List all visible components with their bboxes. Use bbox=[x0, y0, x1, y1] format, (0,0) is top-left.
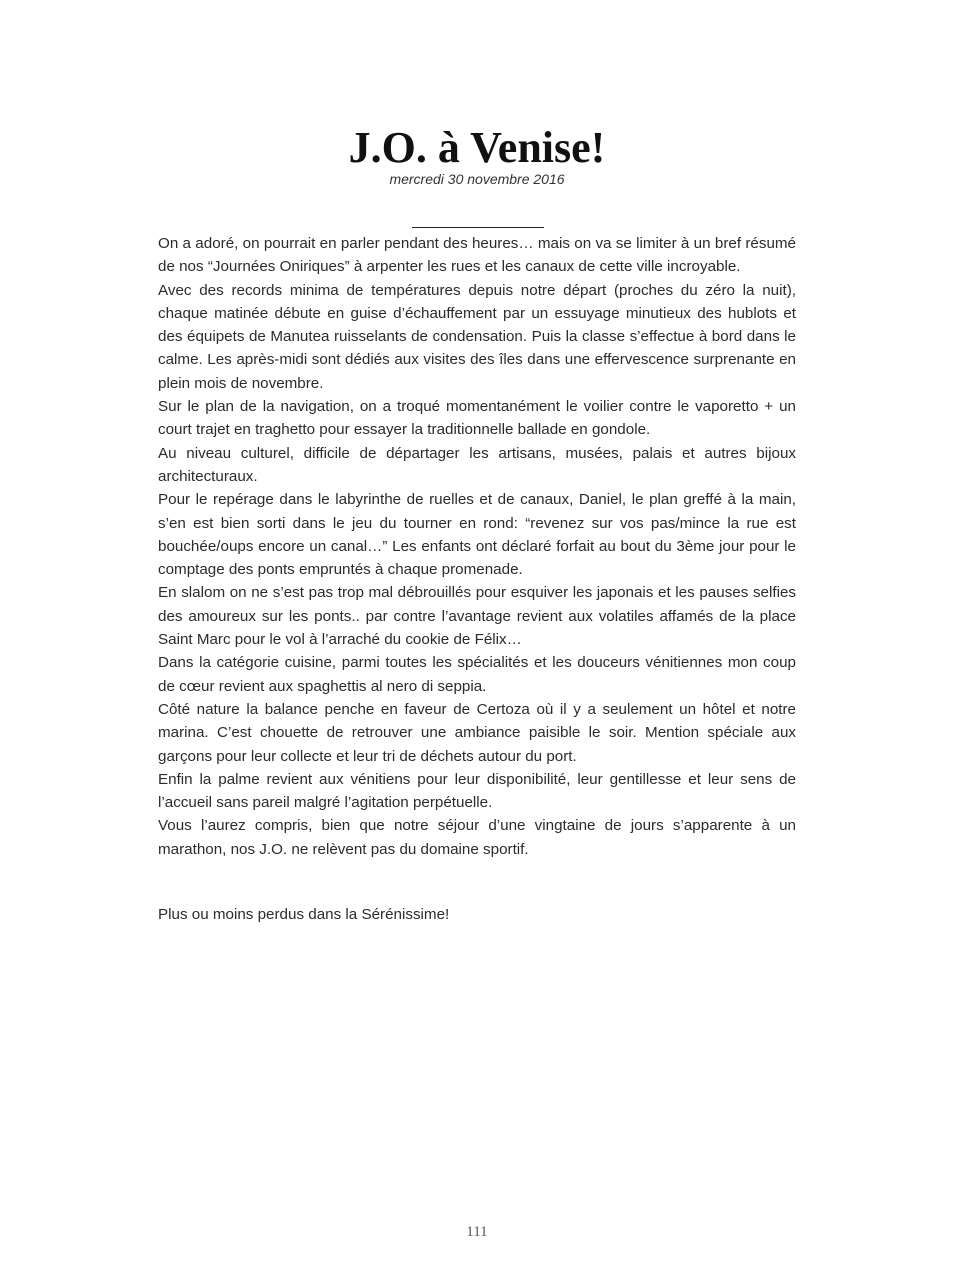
closing-line: Plus ou moins perdus dans la Sérénissime! bbox=[158, 906, 450, 923]
paragraph: Avec des records minima de températures depuis notre départ (proches du zéro la nuit), chaque matinée débute en guise d’échauffement par un essuyage minutieux des hublots et des équipets de Manutea ruisselants de condensation. Puis la classe s’effectue à bord dans le calme. Les après-midi sont dédiés aux visites des îles dans une effervescence surprenante en plein mois de novembre. bbox=[158, 281, 796, 392]
paragraph: Pour le repérage dans le labyrinthe de ruelles et de canaux, Daniel, le plan greffé à la main, s’en est bien sorti dans le jeu du tourner en rond: “revenez sur vos pas/mince la rue est bouchée/oups encore un canal…” Les enfants ont déclaré forfait au bout du 3ème jour pour le comptage des ponts empruntés à chaque promenade. bbox=[158, 491, 796, 579]
article-date: mercredi 30 novembre 2016 bbox=[389, 171, 565, 187]
paragraph: Au niveau culturel, difficile de départager les artisans, musées, palais et autres bijoux architecturaux. bbox=[158, 444, 796, 485]
paragraph: Sur le plan de la navigation, on a troqué momentanément le voilier contre le vaporetto + un court trajet en traghetto pour essayer la traditionnelle ballade en gondole. bbox=[158, 398, 796, 439]
paragraph: Dans la catégorie cuisine, parmi toutes les spécialités et les douceurs vénitiennes mon coup de cœur revient aux spaghettis al nero di seppia. bbox=[158, 654, 796, 695]
article-title: J.O. à Venise! bbox=[348, 123, 606, 172]
page-number: 111 bbox=[466, 1224, 488, 1240]
paragraph: Enfin la palme revient aux vénitiens pour leur disponibilité, leur gentillesse et leur sens de l’accueil sans pareil malgré l’agitation perpétuelle. bbox=[158, 770, 796, 812]
paragraph: Côté nature la balance penche en faveur de Certoza où il y a seulement un hôtel et notre marina. C’est chouette de retrouver une ambiance paisible le soir. Mention spéciale aux garçons pour leur collecte et leur tri de déchets autour du port. bbox=[158, 700, 796, 765]
paragraph: En slalom on ne s’est pas trop mal débrouillés pour esquiver les japonais et les pauses selfies des amoureux sur les ponts.. par contre l’avantage revient aux volatiles affamés de la place Saint Marc pour le vol à l’arraché du cookie de Félix… bbox=[158, 584, 796, 649]
title-divider bbox=[412, 227, 544, 228]
paragraph: Vous l’aurez compris, bien que notre séjour d’une vingtaine de jours s’apparente à un marathon, nos J.O. ne relèvent pas du domaine sportif. bbox=[158, 817, 796, 858]
paragraph: On a adoré, on pourrait en parler pendant des heures… mais on va se limiter à un bref résumé de nos “Journées Oniriques” à arpenter les rues et les canaux de cette ville incroyable. bbox=[158, 235, 796, 276]
article-body bbox=[158, 232, 796, 861]
